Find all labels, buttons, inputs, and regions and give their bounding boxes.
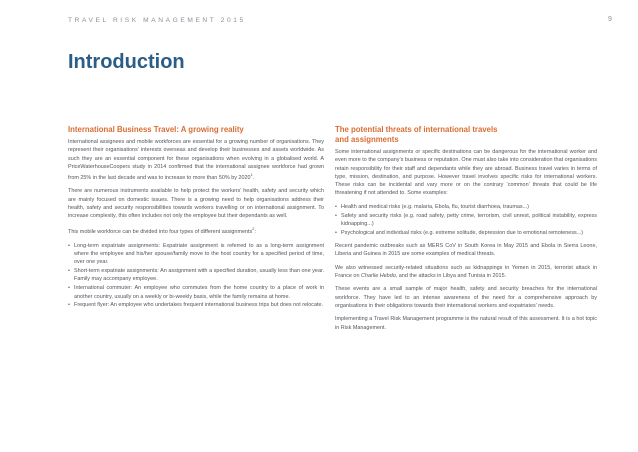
left-paragraph-2: There are numerous instruments available to help protect the workers’ health, safety and security which are mainly focused on domestic issues. There is a growing need to help organisations address their health, safety and security responsibilities towards workers travelling or on international assignment. To increase complexity, this often includes not only the employee but their dependants as well. <box>68 188 324 220</box>
left-paragraph-3 <box>68 225 324 236</box>
bullet-icon: • <box>68 268 70 275</box>
right-paragraph-5: Implementing a Travel Risk Management programme is the natural result of this assessment. It is a hot topic in Risk Management. <box>335 316 597 331</box>
list-item <box>335 212 597 229</box>
bullet-icon: • <box>68 242 70 249</box>
list-item <box>68 301 324 309</box>
right-heading-line-2: and assignments <box>335 135 399 144</box>
bullet-icon: • <box>68 302 70 309</box>
right-paragraph-3 <box>335 264 597 281</box>
list-item-text: Long-term expatriate assignments: Expatriate assignment is referred to as a long-term assignment where the employee and his/her spouse/family move to the host country for a specified period of time, over one year. <box>74 242 324 266</box>
left-paragraph-3-text: This mobile workforce can be divided into four types of different assignments <box>68 229 253 236</box>
list-item <box>335 203 597 211</box>
right-heading-line-1: The potential threats of international travels <box>335 125 498 134</box>
left-paragraph-1 <box>68 138 324 182</box>
right-paragraph-1: Some international assignments or specific destinations can be dangerous for the international worker and even more to the company’s business or reputation. One must also take into consideration that organisations retain responsibility for their staff and dependants while they are abroad. Business travel varies in terms of type, mission, destination, and purpose. However travel involves specific risks for international workers. These risks can be incidental and vary more or on the contrary ‘common’ threats that could be life threatening if not attended to. Some examples: <box>335 149 597 197</box>
list-item-text: Frequent flyer: An employee who undertakes frequent international business trips but does not relocate. <box>74 302 324 309</box>
running-head: TRAVEL RISK MANAGEMENT 2015 <box>68 17 246 24</box>
page-title: Introduction <box>68 51 185 73</box>
list-item-text: Health and medical risks (e.g. malaria, Ebola, flu, tourist diarrhoea, traumas...) <box>341 203 529 210</box>
bullet-icon: • <box>335 229 337 236</box>
footnote-ref-2: 2 <box>252 226 255 232</box>
right-paragraph-3-start: We also witnessed security-related situations such as kidnappings in Yemen in 2015, terrorist attack in France on <box>335 264 597 280</box>
right-paragraph-4: These events are a small sample of major health, safety and security breaches for the international workforce. They have led to an intense awareness of the need for a comprehensive approach by organisations in their obligations towards their international workers and expatriates’ needs. <box>335 286 597 309</box>
left-paragraph-3-end: : <box>254 229 257 236</box>
bullet-icon: • <box>335 203 337 210</box>
bullet-icon: • <box>68 285 70 292</box>
list-item-text: International commuter: An employee who commutes from the home country to a place of work in another country, usually on a weekly or bi-weekly basis, while the family remains at home. <box>74 285 324 300</box>
list-item-text: Safety and security risks (e.g. road safety, petty crime, terrorism, civil unrest, political instability, express kidnapping...) <box>341 212 597 227</box>
list-item <box>68 267 324 284</box>
list-item <box>68 284 324 301</box>
left-heading: International Business Travel: A growing reality <box>68 125 244 134</box>
risk-examples-list <box>335 203 597 237</box>
left-paragraph-1-text: International assignees and mobile workforces are essential for a growing number of organisations. They represent their organisations’ interests overseas and develop their businesses and assets worldwide. As such they are an essential component for these organisations when evolving in a globalised world. A PriceWaterhouseCoopers study in 2014 confirmed that the international assignee workforce had grown from 25% in the last decade and was to increase to more than 50% by 2020 <box>68 139 324 181</box>
right-paragraph-2: Recent pandemic outbreaks such as MERS CoV in South Korea in May 2015 and Ebola in Sierra Leone, Liberia and Guinea in 2015 are some examples of medical threats. <box>335 243 597 258</box>
right-paragraph-3-italic: Charlie Hebdo <box>361 273 396 280</box>
right-paragraph-3-end: , and the attacks in Libya and Tunisia in 2015. <box>395 273 507 280</box>
right-heading <box>335 125 597 145</box>
list-item <box>68 242 324 267</box>
left-column <box>68 125 324 315</box>
left-paragraph-1-end: . <box>252 175 255 181</box>
list-item-text: Short-term expatriate assignments: An assignment with a specified duration, usually less than one year. Family may accompany employee. <box>74 268 324 283</box>
right-column <box>335 125 597 337</box>
assignment-types-list <box>68 242 324 310</box>
bullet-icon: • <box>335 212 337 219</box>
footnote-ref-1: 1 <box>250 172 253 178</box>
list-item <box>335 229 597 237</box>
page-number: 9 <box>608 16 612 23</box>
list-item-text: Psychological and individual risks (e.g. extreme solitude, depression due to emotional remoteness...) <box>341 229 584 236</box>
